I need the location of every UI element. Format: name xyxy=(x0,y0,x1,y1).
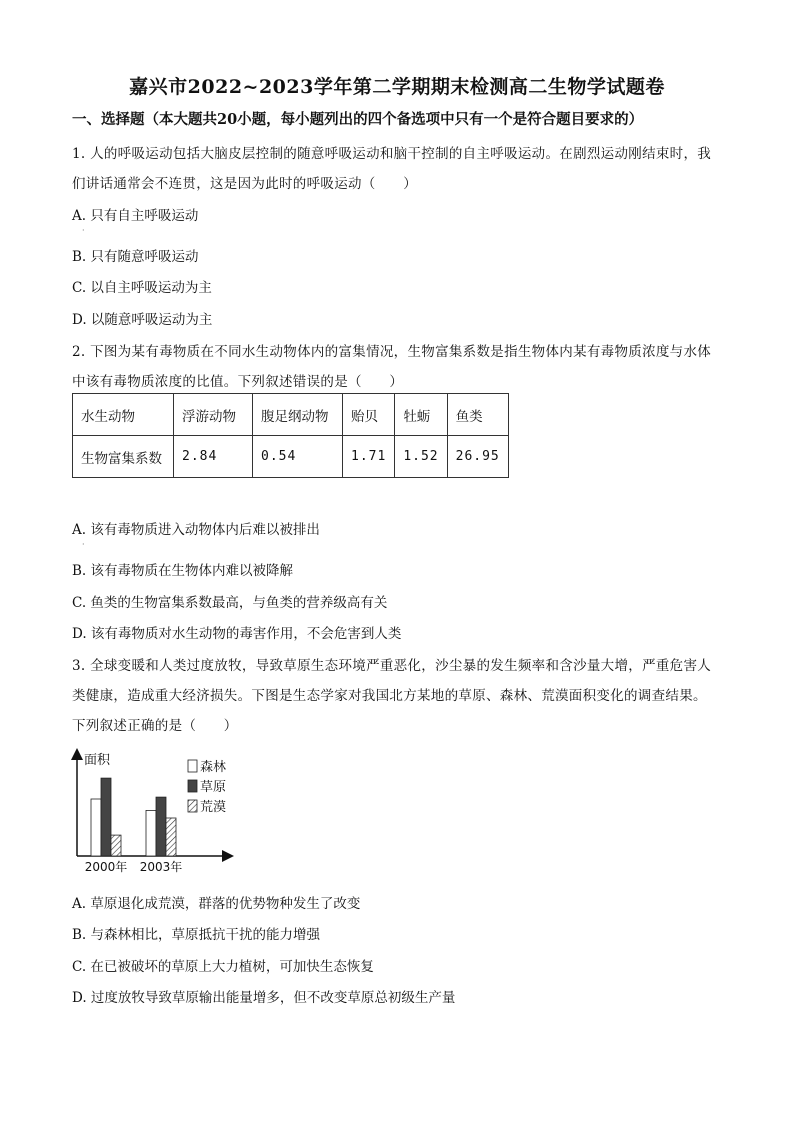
q1-option-d[interactable]: D. 以随意呼吸运动为主 xyxy=(72,312,213,328)
legend-label: 荒漠 xyxy=(200,800,227,815)
page-title: 嘉兴市2022~2023学年第二学期期末检测高二生物学试题卷 xyxy=(129,76,665,98)
q3-stem-line2: 类健康，造成重大经济损失。下图是生态学家对我国北方某地的草原、森林、荒漠面积变化的调查结果。 xyxy=(72,688,707,704)
table-header-cell: 腹足纲动物 xyxy=(253,394,343,436)
table-cell: 1.71 xyxy=(343,436,395,478)
enrichment-table xyxy=(72,393,509,478)
table-header-cell: 鱼类 xyxy=(447,394,508,436)
q2-option-a[interactable]: A. 该有毒物质进入动物体内后难以被排出 xyxy=(72,522,320,538)
q3-option-a[interactable]: A. 草原退化成荒漠，群落的优势物种发生了改变 xyxy=(72,896,361,912)
legend-swatch xyxy=(188,760,197,772)
legend-label: 森林 xyxy=(200,760,227,775)
bar-1-1 xyxy=(156,797,166,856)
q1-stem-line2: 们讲话通常会不连贯，这是因为此时的呼吸运动（ ） xyxy=(72,176,417,192)
bar-2-0 xyxy=(111,835,121,856)
area-bar-chart xyxy=(60,748,250,876)
y-axis-label: 面积 xyxy=(84,753,111,768)
table-cell: 1.52 xyxy=(395,436,447,478)
bar-0-1 xyxy=(146,810,156,856)
q3-option-d[interactable]: D. 过度放牧导致草原输出能量增多，但不改变草原总初级生产量 xyxy=(72,990,456,1006)
q3-stem-line1: 3. 全球变暖和人类过度放牧，导致草原生态环境严重恶化，沙尘暴的发生频率和含沙量大增，严重危害人 xyxy=(72,658,712,674)
table-header-cell: 贻贝 xyxy=(343,394,395,436)
q2-option-c[interactable]: C. 鱼类的生物富集系数最高，与鱼类的营养级高有关 xyxy=(72,595,388,611)
q1-option-b[interactable]: B. 只有随意呼吸运动 xyxy=(72,249,199,265)
x-tick-label: 2000年 xyxy=(84,860,128,874)
dot-mark: · xyxy=(82,540,85,549)
legend-swatch xyxy=(188,780,197,792)
bar-0-0 xyxy=(91,799,101,856)
q3-stem-line3: 下列叙述正确的是（ ） xyxy=(72,718,238,734)
bar-1-0 xyxy=(101,778,111,856)
q2-stem-line2: 中该有毒物质浓度的比值。下列叙述错误的是（ ） xyxy=(72,374,404,390)
legend-swatch xyxy=(188,800,197,812)
q3-option-c[interactable]: C. 在已被破坏的草原上大力植树，可加快生态恢复 xyxy=(72,959,374,975)
table-header-cell: 浮游动物 xyxy=(174,394,253,436)
table-cell: 0.54 xyxy=(253,436,343,478)
table-cell: 26.95 xyxy=(447,436,508,478)
table-cell: 2.84 xyxy=(174,436,253,478)
q1-option-a[interactable]: A. 只有自主呼吸运动 xyxy=(72,208,199,224)
x-tick-label: 2003年 xyxy=(139,860,183,874)
dot-mark: · xyxy=(82,226,85,235)
q1-option-c[interactable]: C. 以自主呼吸运动为主 xyxy=(72,280,212,296)
section-heading: 一、选择题（本大题共20小题，每小题列出的四个备选项中只有一个是符合题目要求的） xyxy=(72,111,644,128)
q2-option-b[interactable]: B. 该有毒物质在生物体内难以被降解 xyxy=(72,563,294,579)
q2-stem-line1: 2. 下图为某有毒物质在不同水生动物体内的富集情况，生物富集系数是指生物体内某有毒物质浓度与水体 xyxy=(72,344,712,360)
bar-2-1 xyxy=(166,818,176,856)
q3-option-b[interactable]: B. 与森林相比，草原抵抗干扰的能力增强 xyxy=(72,927,321,943)
table-header-cell: 水生动物 xyxy=(73,394,174,436)
table-row xyxy=(73,436,509,478)
table-cell: 生物富集系数 xyxy=(73,436,174,478)
table-header-cell: 牡蛎 xyxy=(395,394,447,436)
table-header-row xyxy=(73,394,509,436)
q1-stem-line1: 1. 人的呼吸运动包括大脑皮层控制的随意呼吸运动和脑干控制的自主呼吸运动。在剧烈运动刚结束时，我 xyxy=(72,146,712,162)
q2-option-d[interactable]: D. 该有毒物质对水生动物的毒害作用，不会危害到人类 xyxy=(72,626,402,642)
legend-label: 草原 xyxy=(200,780,227,795)
